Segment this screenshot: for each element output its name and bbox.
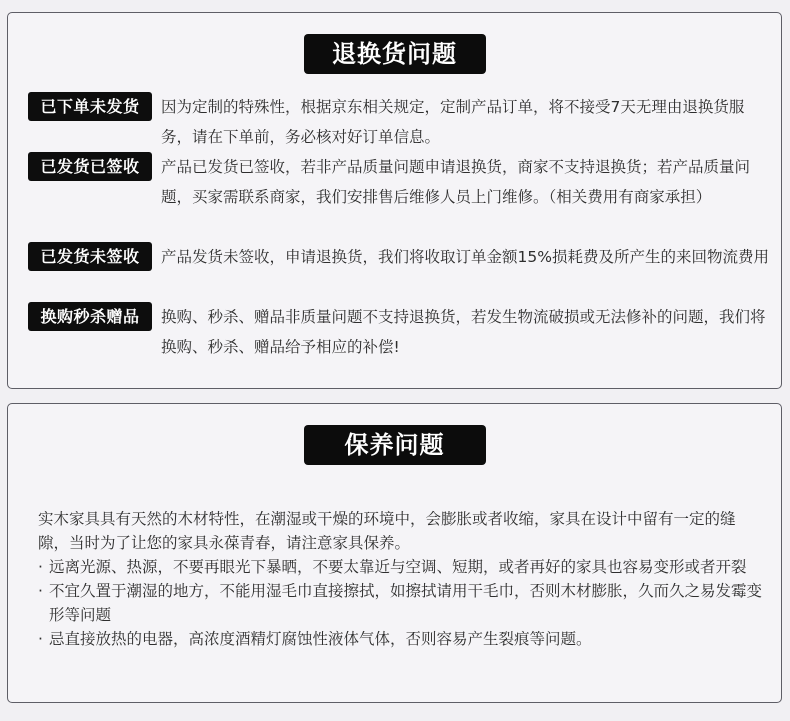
return-rule-text: 产品已发货已签收，若非产品质量问题申请退换货，商家不支持退换货；若产品质量问题，买家需联系商家，我们安排售后维修人员上门维修。（相关费用有商家承担） <box>161 158 751 206</box>
care-list-item <box>38 579 763 627</box>
return-rule-tag: 已下单未发货 <box>28 92 152 121</box>
returns-panel <box>7 12 782 389</box>
return-rule-tag: 已发货已签收 <box>28 152 152 181</box>
return-rule-text: 因为定制的特殊性，根据京东相关规定，定制产品订单，将不接受7天无理由退换货服务，请在下单前，务必核对好订单信息。 <box>161 98 745 146</box>
return-rule-text: 换购、秒杀、赠品非质量问题不支持退换货，若发生物流破损或无法修补的问题，我们将换购、秒杀、赠品给予相应的补偿! <box>161 308 766 356</box>
care-title: 保养问题 <box>304 425 486 465</box>
return-rule-tag: 已发货未签收 <box>28 242 152 271</box>
return-rule-text: 产品发货未签收，申请退换货，我们将收取订单金额15%损耗费及所产生的来回物流费用 <box>161 248 769 266</box>
bullet-icon: · <box>38 558 43 576</box>
care-item-text: 忌直接放热的电器，高浓度酒精灯腐蚀性液体气体，否则容易产生裂痕等问题。 <box>49 630 592 648</box>
bullet-icon: · <box>38 582 43 600</box>
bullet-icon: · <box>38 630 43 648</box>
care-list-item <box>38 555 763 579</box>
care-item-text: 不宜久置于潮湿的地方，不能用湿毛巾直接擦拭，如擦拭请用干毛巾，否则木材膨胀，久而久之易发霉变形等问题 <box>49 582 763 624</box>
returns-title: 退换货问题 <box>304 34 486 74</box>
care-item-text: 远离光源、热源，不要再眼光下暴晒，不要太靠近与空调、短期，或者再好的家具也容易变形或者开裂 <box>49 558 747 576</box>
return-rule-tag: 换购秒杀赠品 <box>28 302 152 331</box>
care-panel <box>7 403 782 703</box>
care-body <box>38 507 763 651</box>
care-intro: 实木家具具有天然的木材特性，在潮湿或干燥的环境中，会膨胀或者收缩，家具在设计中留有一定的缝隙，当时为了让您的家具永葆青春，请注意家具保养。 <box>38 510 736 552</box>
care-list-item <box>38 627 763 651</box>
